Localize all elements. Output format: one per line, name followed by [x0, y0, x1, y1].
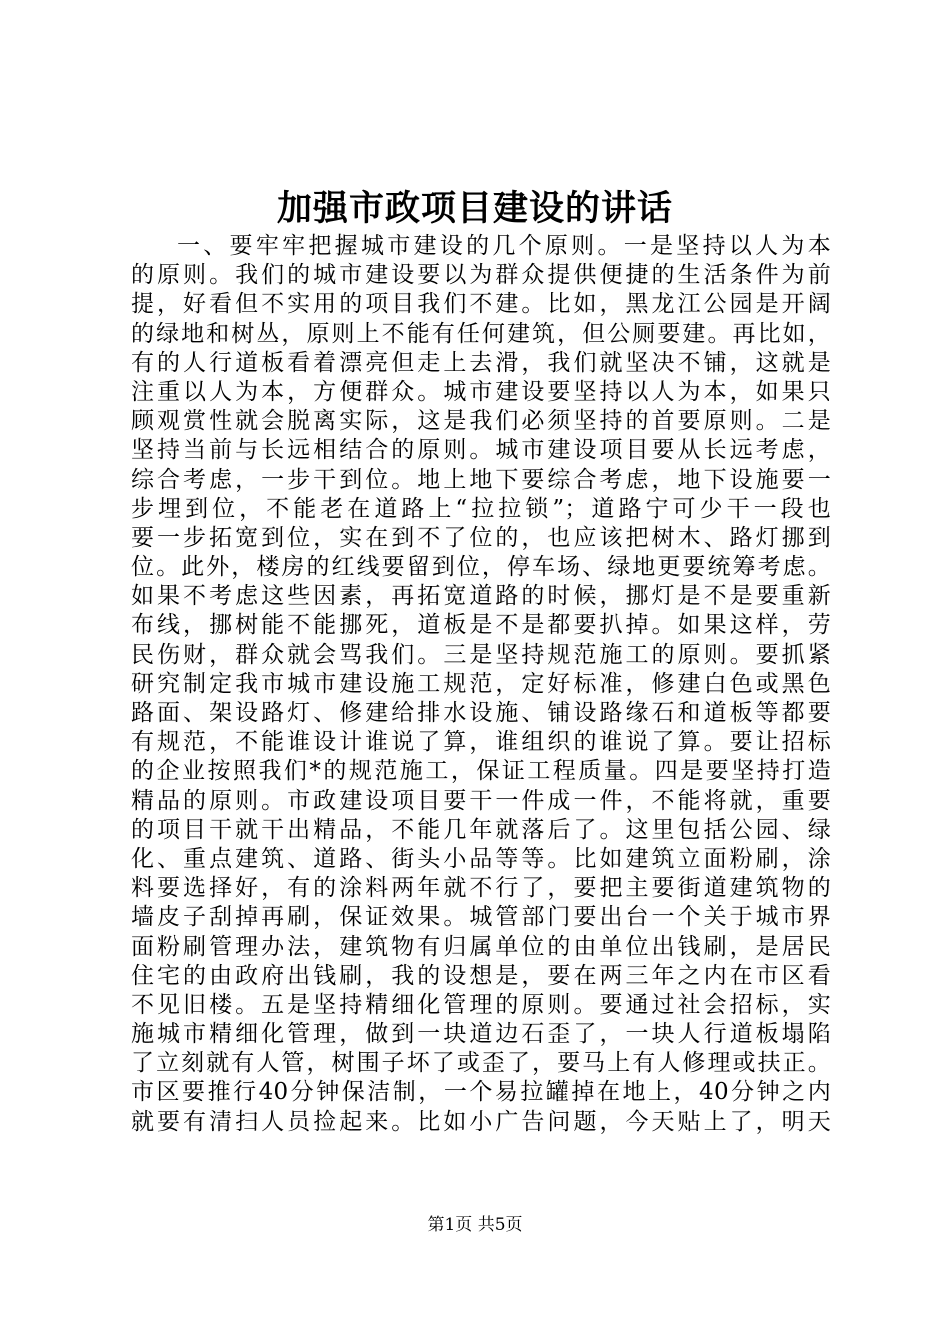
- body-line: 顾观赏性就会脱离实际，这是我们必须坚持的首要原则。二是: [131, 408, 831, 435]
- body-line: 提，好看但不实用的项目我们不建。比如，黑龙江公园是开阔: [131, 291, 831, 318]
- body-line: 精品的原则。市政建设项目要干一件成一件，不能将就，重要: [131, 787, 831, 814]
- body-line: 位。此外，楼房的红线要留到位，停车场、绿地更要统筹考虑。: [131, 554, 831, 581]
- body-line: 化、重点建筑、道路、街头小品等等。比如建筑立面粉刷，涂: [131, 845, 831, 872]
- body-line: 就要有清扫人员捡起来。比如小广告问题，今天贴上了，明天: [131, 1108, 831, 1135]
- body-line: 料要选择好，有的涂料两年就不行了，要把主要街道建筑物的: [131, 875, 831, 902]
- document-body: [131, 232, 831, 1137]
- body-line: 步埋到位，不能老在道路上“拉拉锁”；道路宁可少干一段也: [131, 495, 831, 522]
- body-line: 注重以人为本，方便群众。城市建设要坚持以人为本，如果只: [131, 378, 831, 405]
- body-line: 的原则。我们的城市建设要以为群众提供便捷的生活条件为前: [131, 262, 831, 289]
- body-line: 住宅的由政府出钱刷，我的设想是，要在两三年之内在市区看: [131, 962, 831, 989]
- body-line: 有的人行道板看着漂亮但走上去滑，我们就坚决不铺，这就是: [131, 349, 831, 376]
- body-line: 了立刻就有人管，树围子坏了或歪了，要马上有人修理或扶正。: [131, 1050, 831, 1077]
- body-line: 的项目干就干出精品，不能几年就落后了。这里包括公园、绿: [131, 816, 831, 843]
- body-line: 要一步拓宽到位，实在到不了位的，也应该把树木、路灯挪到: [131, 524, 831, 551]
- body-line: 如果不考虑这些因素，再拓宽道路的时候，挪灯是不是要重新: [131, 583, 831, 610]
- body-line: 的绿地和树丛，原则上不能有任何建筑，但公厕要建。再比如，: [131, 320, 831, 347]
- body-line: 一、要牢牢把握城市建设的几个原则。一是坚持以人为本: [177, 233, 831, 259]
- body-line: 民伤财，群众就会骂我们。三是坚持规范施工的原则。要抓紧: [131, 641, 831, 668]
- body-line: 综合考虑，一步干到位。地上地下要综合考虑，地下设施要一: [131, 466, 831, 493]
- body-line: 的企业按照我们*的规范施工，保证工程质量。四是要坚持打造: [131, 758, 831, 785]
- body-line: 有规范，不能谁设计谁说了算，谁组织的谁说了算。要让招标: [131, 729, 831, 756]
- body-line: 研究制定我市城市建设施工规范，定好标准，修建白色或黑色: [131, 670, 831, 697]
- body-line: 市区要推行40分钟保洁制，一个易拉罐掉在地上，40分钟之内: [131, 1079, 831, 1106]
- body-line: 施城市精细化管理，做到一块道边石歪了，一块人行道板塌陷: [131, 1021, 831, 1048]
- body-line: 布线，挪树能不能挪死，道板是不是都要扒掉。如果这样，劳: [131, 612, 831, 639]
- body-line: 坚持当前与长远相结合的原则。城市建设项目要从长远考虑，: [131, 437, 831, 464]
- document-title: 加强市政项目建设的讲话: [276, 188, 673, 229]
- body-line: 不见旧楼。五是坚持精细化管理的原则。要通过社会招标，实: [131, 991, 831, 1018]
- body-line: 面粉刷管理办法，建筑物有归属单位的由单位出钱刷，是居民: [131, 933, 831, 960]
- body-line: 路面、架设路灯、修建给排水设施、铺设路缘石和道板等都要: [131, 700, 831, 726]
- page-footer: 第1页 共5页: [427, 1215, 523, 1235]
- body-line: 墙皮子刮掉再刷，保证效果。城管部门要出台一个关于城市界: [131, 904, 831, 931]
